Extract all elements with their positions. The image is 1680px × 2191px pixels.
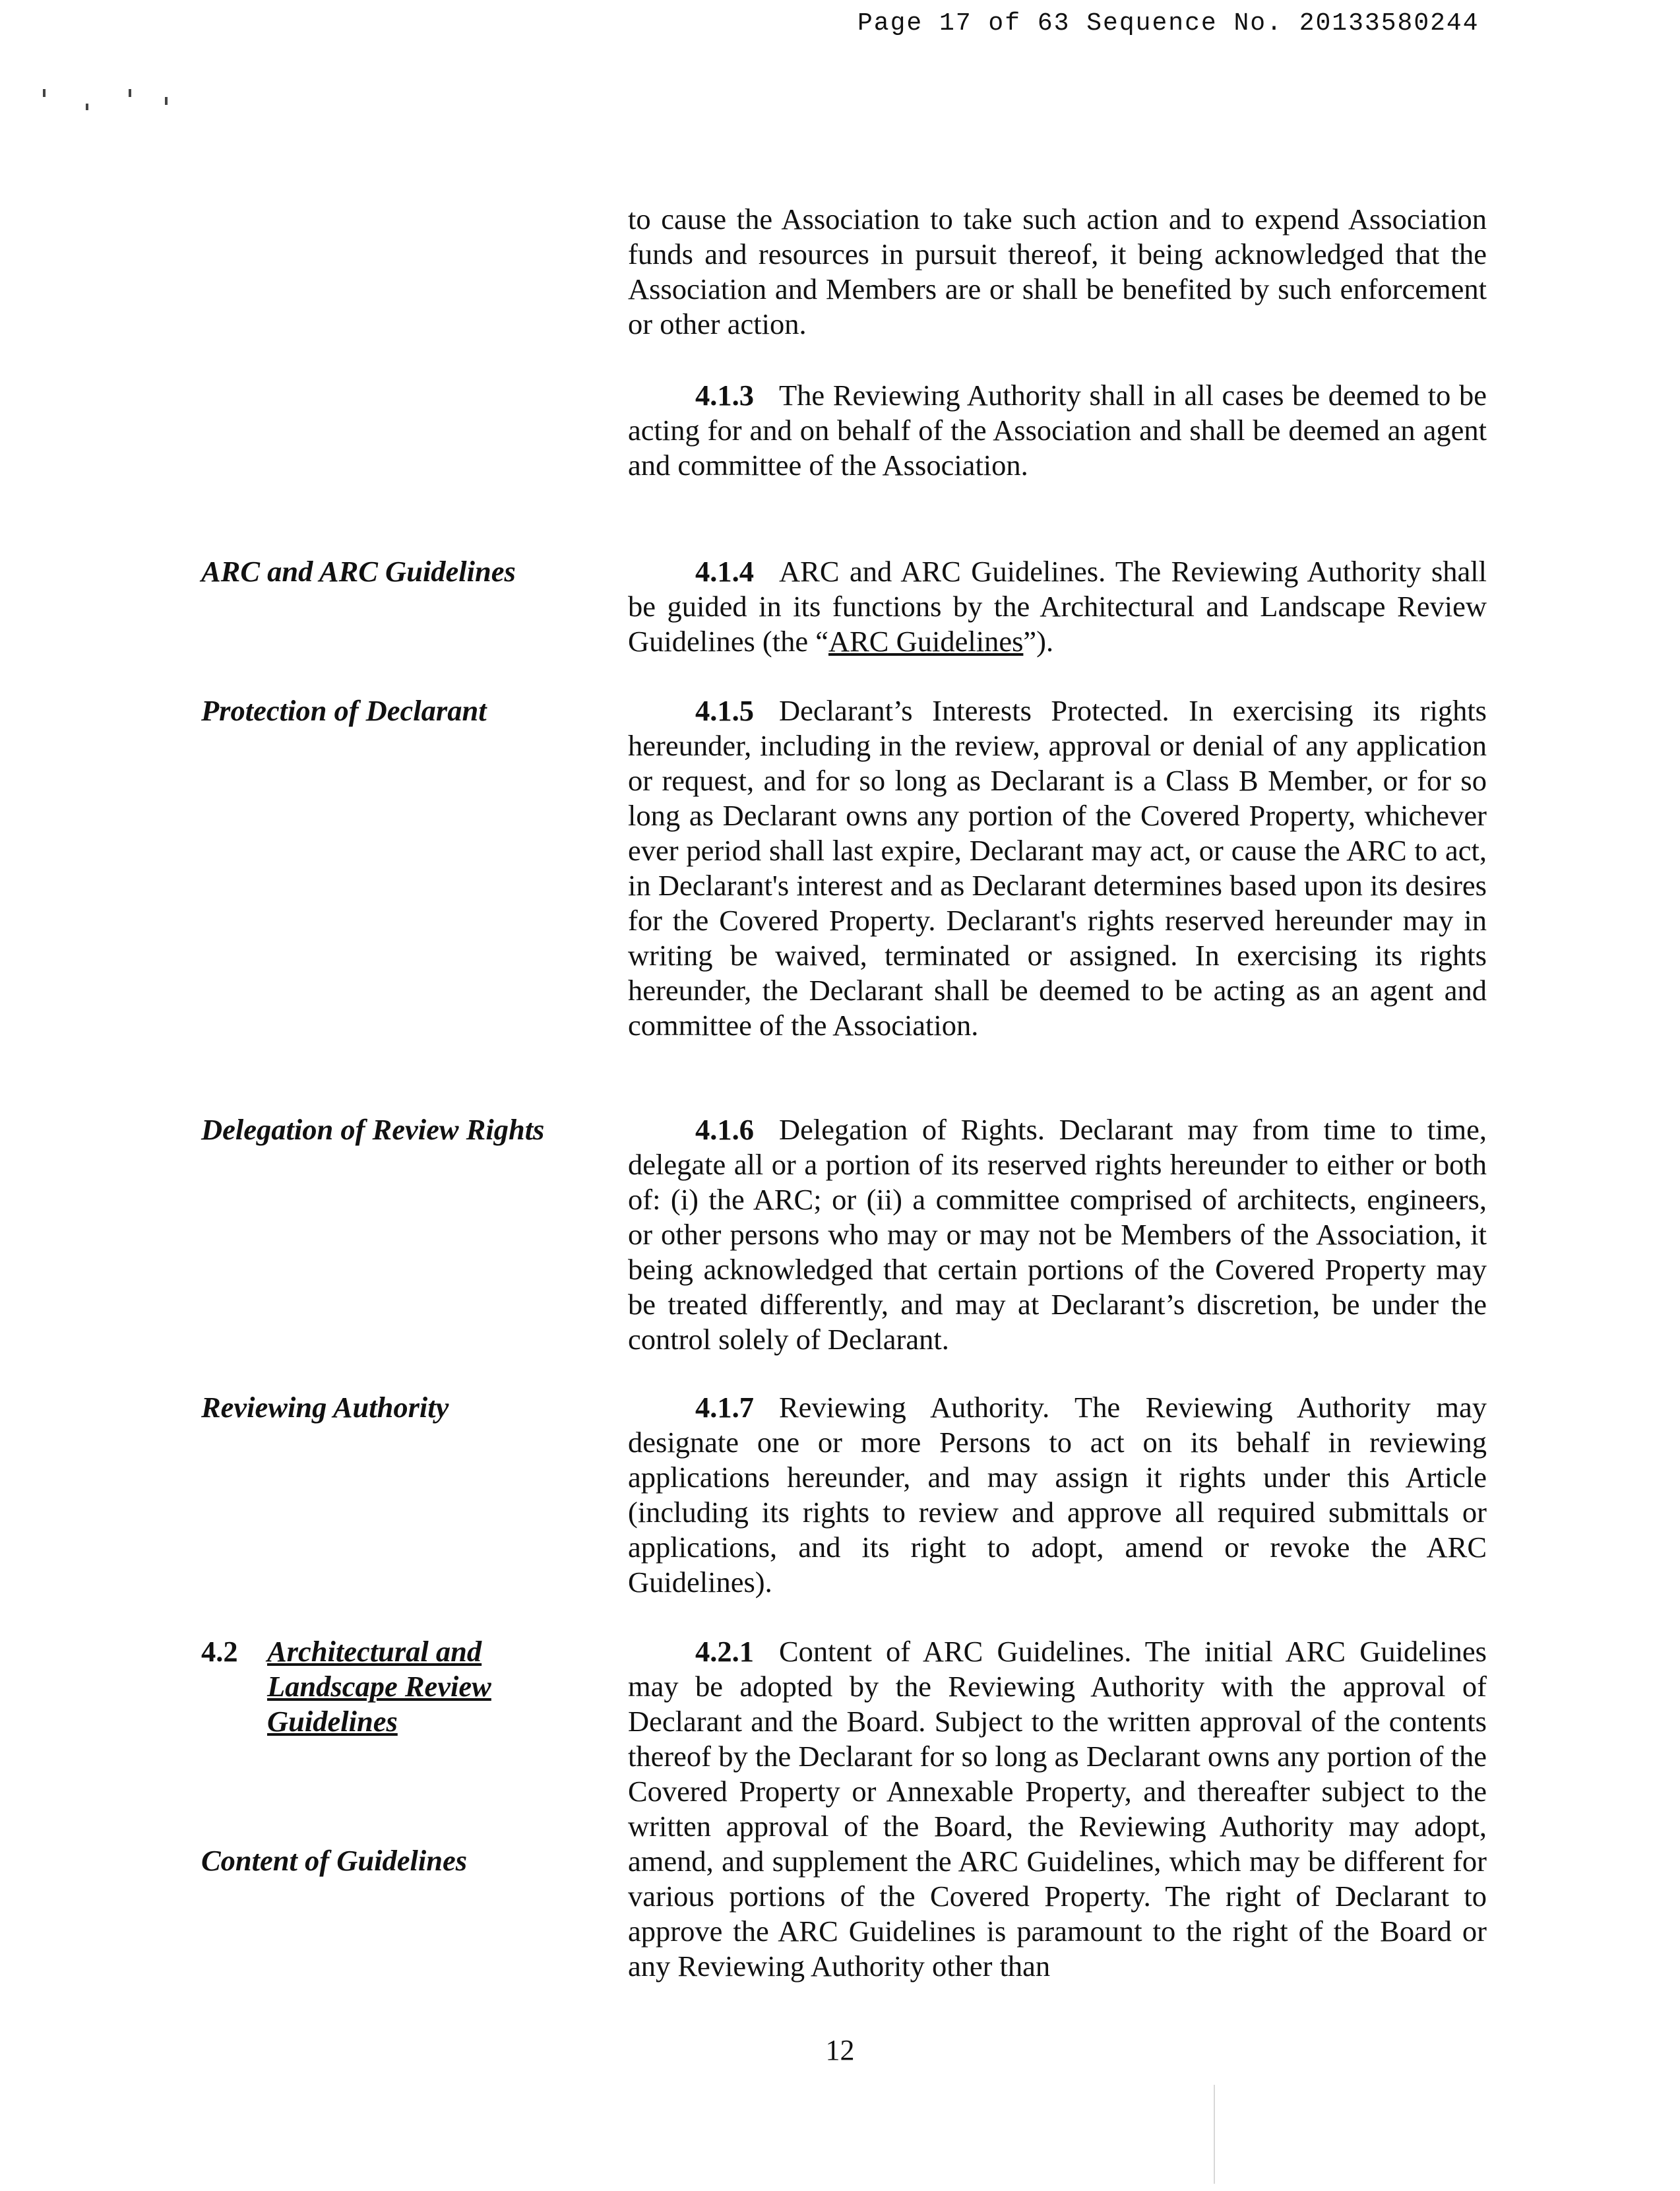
section-text: Content of ARC Guidelines. The initial ARC Guidelines may be adopted by the Reviewing Authority with the approval of Declarant and the Board. Subject to the written approval of the contents thereof by the Declarant for so long as Declarant owns any portion of the Covered Property or Annexable Property, and thereafter subject to the written approval of the Board, the Reviewing Authority may adopt, amend, and supplement the ARC Guidelines, which may be different for various portions of the Covered Property. The right of Declarant to approve the ARC Guidelines is paramount to the right of the Board or any Reviewing Authority other than: [628, 1635, 1487, 1983]
section-number: 4.1.4: [695, 555, 754, 588]
section-number: 4.2: [201, 1635, 238, 1668]
section-number: 4.1.3: [695, 379, 754, 412]
scan-specks: [36, 89, 188, 122]
section-number: 4.2.1: [695, 1635, 754, 1668]
fax-header: Page 17 of 63 Sequence No. 20133580244: [857, 9, 1479, 38]
section-title-line: Landscape Review: [267, 1670, 491, 1703]
section-4-2-heading: [201, 1634, 597, 1740]
section-text: ARC and ARC Guidelines. The Reviewing Authority shall be guided in its functions by the Architectural and Landscape Review Guidelines (the “: [628, 555, 1487, 658]
margin-heading-protection-of-declarant: Protection of Declarant: [201, 694, 487, 727]
section-number: 4.1.6: [695, 1113, 754, 1146]
section-number: 4.1.7: [695, 1391, 754, 1424]
section-4-1-7: [628, 1390, 1487, 1600]
section-text: Reviewing Authority. The Reviewing Authority may designate one or more Persons to act on its behalf in reviewing applications hereunder, and may assign it rights under this Article (including its rights to review and approve all required submittals or applications, and its right to adopt, amend or revoke the ARC Guidelines).: [628, 1391, 1487, 1599]
page-number: 12: [825, 2034, 855, 2066]
section-4-2-1: [628, 1634, 1487, 1984]
section-title-line: Guidelines: [267, 1705, 398, 1738]
section-text: Declarant’s Interests Protected. In exercising its rights hereunder, including in the review, approval or denial of any application or request, and for so long as Declarant is a Class B Member, or for so long as Declarant owns any portion of the Covered Property, whichever ever period shall last expire, Declarant may act, or cause the ARC to act, in Declarant's interest and as Declarant determines based upon its desires for the Covered Property. Declarant's rights reserved hereunder may in writing be waived, terminated or assigned. In exercising its rights hereunder, the Declarant shall be deemed to be acting as an agent and committee of the Association.: [628, 694, 1487, 1042]
section-text-end: ”).: [1023, 625, 1054, 658]
margin-heading-arc-guidelines: ARC and ARC Guidelines: [201, 555, 516, 588]
section-4-1-6: [628, 1112, 1487, 1357]
margin-heading-content-of-guidelines: Content of Guidelines: [201, 1844, 468, 1877]
margin-heading-delegation: Delegation of Review Rights: [201, 1113, 545, 1146]
margin-heading-reviewing-authority: Reviewing Authority: [201, 1391, 449, 1424]
section-title: [267, 1634, 571, 1739]
section-text: Delegation of Rights. Declarant may from time to time, delegate all or a portion of its reserved rights hereunder to either or both of: (i) the ARC; or (ii) a committee comprised of architects, engineers, or other persons who may or may not be Members of the Association, it being acknowledged that certain portions of the Covered Property may be treated differently, and may at Declarant’s discretion, be under the control solely of Declarant.: [628, 1113, 1487, 1356]
section-4-1-3: [628, 378, 1487, 483]
continuation-paragraph: [628, 202, 1487, 342]
section-title-line: Architectural and: [267, 1635, 482, 1668]
section-4-1-4: [628, 554, 1487, 659]
defined-term: ARC Guidelines: [828, 625, 1024, 658]
section-text: The Reviewing Authority shall in all cases be deemed to be acting for and on behalf of the Association and shall be deemed an agent and committee of the Association.: [628, 379, 1487, 482]
section-number: 4.1.5: [695, 694, 754, 727]
section-4-1-5: [628, 693, 1487, 1043]
continuation-text: to cause the Association to take such action and to expend Association funds and resources in pursuit thereof, it being acknowledged that the Association and Members are or shall be benefited by such enforcement or other action.: [628, 203, 1487, 340]
scan-artifact-line: [1214, 2085, 1215, 2184]
